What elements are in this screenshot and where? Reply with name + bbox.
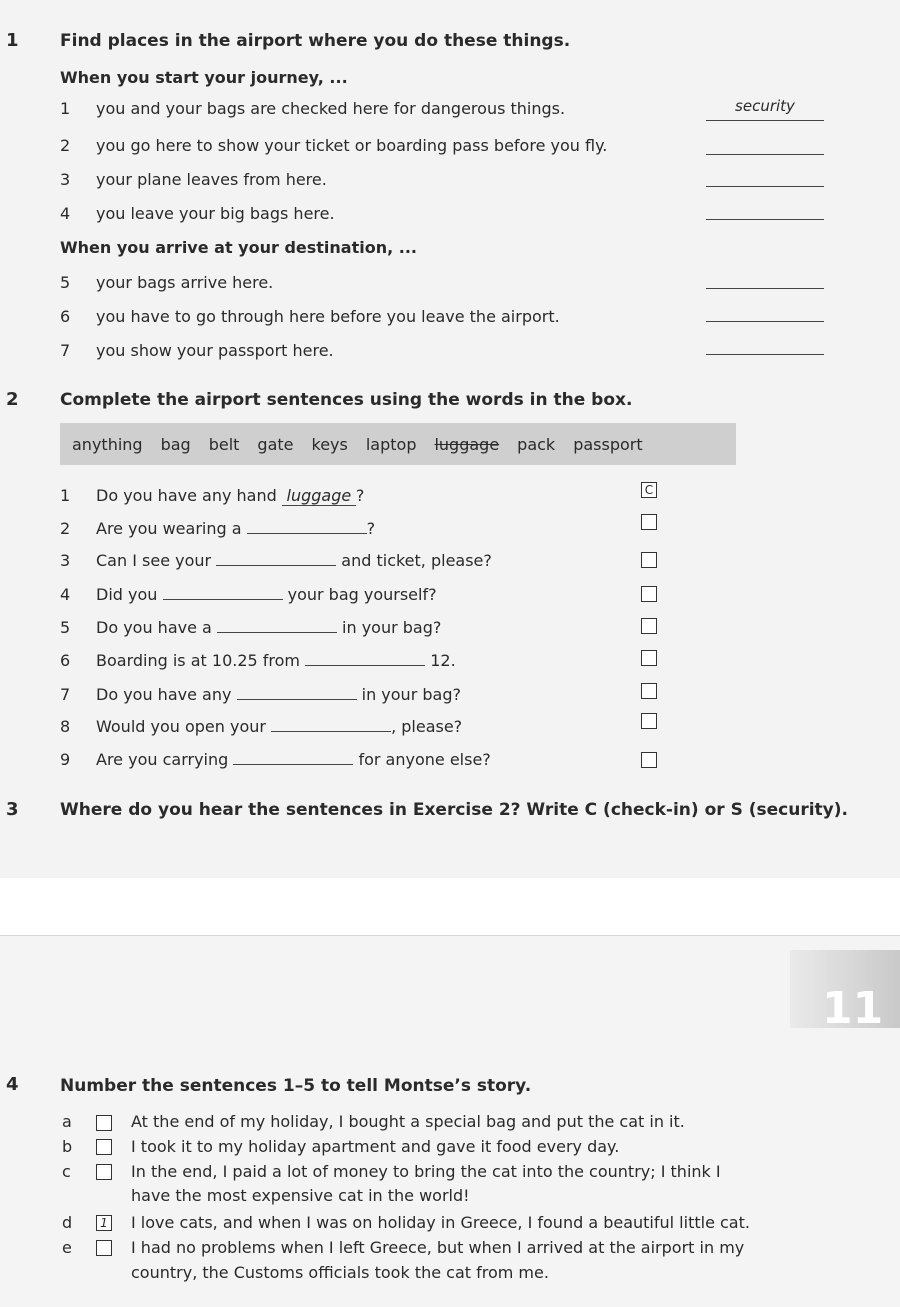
ex1-item-number: 3	[60, 170, 71, 189]
ex4-number: 4	[6, 1074, 19, 1095]
ex2-item-before: Do you have any	[96, 685, 232, 704]
word-box-word: laptop	[365, 434, 417, 454]
story-letter: e	[62, 1238, 72, 1257]
ex2-item-number: 5	[60, 618, 71, 637]
ex3-number: 3	[6, 799, 19, 820]
ex3-instruction: Where do you hear the sentences in Exercise 2? Write C (check-in) or S (security).	[60, 800, 848, 820]
ex2-checkbox[interactable]	[641, 683, 657, 699]
ex1-answer-line[interactable]	[706, 354, 824, 355]
ex2-item-after: and ticket, please?	[341, 551, 492, 570]
ex1-item-text: you go here to show your ticket or boarding pass before you fly.	[96, 136, 608, 155]
ex1-item-text: you leave your big bags here.	[96, 204, 335, 223]
ex2-answer-field[interactable]	[217, 632, 337, 633]
ex1-number: 1	[6, 30, 19, 51]
story-sentence: In the end, I paid a lot of money to bring the cat into the country; I think I	[131, 1162, 721, 1181]
ex2-item-after: ?	[355, 486, 365, 505]
ex2-item-before: Boarding is at 10.25 from	[96, 651, 301, 670]
word-box-word: keys	[311, 434, 348, 454]
ex2-item-before: Do you have any hand	[96, 486, 277, 505]
ex1-answer-line[interactable]	[706, 154, 824, 155]
page-number: 11	[822, 983, 884, 1034]
ex1-heading-arrive: When you arrive at your destination, ...	[60, 238, 417, 257]
ex2-checkbox[interactable]: C	[641, 482, 657, 498]
ex2-item-number: 2	[60, 519, 71, 538]
ex1-item-number: 1	[60, 99, 71, 118]
ex1-answer-line[interactable]	[706, 186, 824, 187]
word-box-word: bag	[160, 434, 191, 454]
ex2-item	[60, 618, 441, 637]
ex2-item-number: 8	[60, 717, 71, 736]
ex1-answer: security	[735, 97, 795, 115]
ex2-item	[60, 551, 492, 570]
ex2-instruction: Complete the airport sentences using the words in the box.	[60, 390, 633, 410]
ex2-item-number: 1	[60, 486, 71, 505]
ex1-instruction: Find places in the airport where you do these things.	[60, 31, 571, 51]
ex2-item-number: 9	[60, 750, 71, 769]
ex2-answer-field[interactable]	[271, 731, 391, 732]
story-sentence-continued: country, the Customs officials took the cat from me.	[131, 1263, 549, 1282]
ex2-item-after: , please?	[391, 717, 463, 736]
ex2-item-after: in your bag?	[361, 685, 461, 704]
word-box	[60, 423, 736, 465]
ex1-answer-line[interactable]	[706, 321, 824, 322]
ex2-item-before: Did you	[96, 585, 158, 604]
ex2-answer-field[interactable]	[233, 764, 353, 765]
ex2-checkbox[interactable]	[641, 586, 657, 602]
ex2-answer-field[interactable]	[237, 699, 357, 700]
ex2-item	[60, 685, 461, 704]
word-box-word: belt	[208, 434, 240, 454]
ex1-item-number: 7	[60, 341, 71, 360]
word-box-word-crossed: luggage	[434, 434, 500, 454]
ex1-item	[60, 307, 560, 326]
word-box-word: anything	[72, 434, 143, 454]
ex1-item	[60, 170, 327, 189]
ex1-item	[60, 99, 565, 118]
ex1-answer-line[interactable]	[706, 219, 824, 220]
story-letter: c	[62, 1162, 71, 1181]
word-box-word: pack	[517, 434, 556, 454]
ex1-item	[60, 273, 273, 292]
story-order-box[interactable]	[96, 1139, 112, 1155]
ex1-item-number: 4	[60, 204, 71, 223]
ex1-item-text: you show your passport here.	[96, 341, 334, 360]
ex2-answer-field[interactable]: luggage	[282, 486, 356, 506]
ex2-item	[60, 585, 437, 604]
ex2-item	[60, 486, 364, 506]
story-sentence: I had no problems when I left Greece, but when I arrived at the airport in my	[131, 1238, 745, 1257]
ex2-item-number: 7	[60, 685, 71, 704]
ex1-item-text: your plane leaves from here.	[96, 170, 327, 189]
ex2-answer-field[interactable]	[216, 565, 336, 566]
ex2-item	[60, 717, 462, 736]
ex2-item-number: 6	[60, 651, 71, 670]
word-box-word: gate	[257, 434, 294, 454]
ex2-item	[60, 651, 456, 670]
ex2-answer-field[interactable]	[247, 533, 367, 534]
ex2-item-after: your bag yourself?	[287, 585, 437, 604]
ex2-item-before: Are you wearing a	[96, 519, 242, 538]
ex2-item-after: in your bag?	[342, 618, 442, 637]
ex1-item	[60, 204, 335, 223]
story-letter: a	[62, 1112, 72, 1131]
story-order-box[interactable]	[96, 1240, 112, 1256]
ex2-item-after: for anyone else?	[358, 750, 491, 769]
ex2-checkbox[interactable]	[641, 752, 657, 768]
ex2-checkbox[interactable]	[641, 514, 657, 530]
ex2-answer-field[interactable]	[163, 599, 283, 600]
ex2-answer-field[interactable]	[305, 665, 425, 666]
story-sentence: I love cats, and when I was on holiday in Greece, I found a beautiful little cat.	[131, 1213, 750, 1232]
ex1-heading-start: When you start your journey, ...	[60, 68, 348, 87]
word-box-word: passport	[573, 434, 643, 454]
story-order-box[interactable]	[96, 1115, 112, 1131]
ex1-item-number: 5	[60, 273, 71, 292]
ex1-item-text: your bags arrive here.	[96, 273, 274, 292]
ex4-instruction: Number the sentences 1–5 to tell Montse’s story.	[60, 1076, 532, 1096]
ex2-item-after: 12.	[430, 651, 456, 670]
story-order-box[interactable]	[96, 1164, 112, 1180]
story-sentence-continued: have the most expensive cat in the world!	[131, 1186, 470, 1205]
ex2-item-before: Are you carrying	[96, 750, 229, 769]
ex1-item	[60, 136, 607, 155]
ex1-item-text: you and your bags are checked here for dangerous things.	[96, 99, 566, 118]
ex2-item-number: 4	[60, 585, 71, 604]
ex1-item-number: 2	[60, 136, 71, 155]
ex2-checkbox[interactable]	[641, 552, 657, 568]
ex2-checkbox[interactable]	[641, 713, 657, 729]
ex1-item	[60, 341, 334, 360]
story-letter: b	[62, 1137, 73, 1156]
ex2-item-before: Would you open your	[96, 717, 266, 736]
ex2-item-before: Can I see your	[96, 551, 212, 570]
ex1-item-text: you have to go through here before you leave the airport.	[96, 307, 560, 326]
ex2-item-number: 3	[60, 551, 71, 570]
ex2-checkbox[interactable]	[641, 618, 657, 634]
ex2-item	[60, 750, 491, 769]
story-sentence: I took it to my holiday apartment and gave it food every day.	[131, 1137, 620, 1156]
ex1-answer-line[interactable]	[706, 288, 824, 289]
ex1-item-number: 6	[60, 307, 71, 326]
ex1-answer-line[interactable]	[706, 120, 824, 121]
story-letter: d	[62, 1213, 73, 1232]
ex2-item-after: ?	[366, 519, 376, 538]
story-sentence: At the end of my holiday, I bought a special bag and put the cat in it.	[131, 1112, 685, 1131]
ex2-checkbox[interactable]	[641, 650, 657, 666]
ex2-item	[60, 519, 375, 538]
ex2-number: 2	[6, 389, 19, 410]
ex2-item-before: Do you have a	[96, 618, 212, 637]
story-order-box[interactable]: 1	[96, 1215, 112, 1231]
